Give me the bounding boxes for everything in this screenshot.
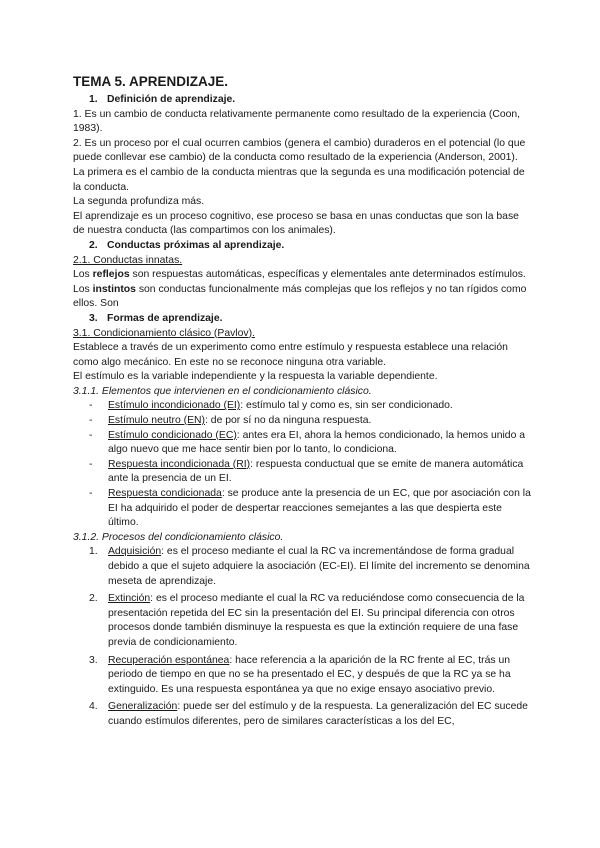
list-item [89,414,533,429]
section-3-number: 3. [89,312,98,324]
section-1-number: 1. [89,94,98,105]
instincts-text: son conductas funcionalmente más complejas que los reflejos y no tan rígidos como ellos. Son [73,283,527,310]
document-page [73,74,533,730]
process-text: : hace referencia a la aparición de la RC frente al EC, trás un periodo de tiempo en que no se ha presentado el EC, y después de que la RC ya se ha extinguido. Es una respuesta espontánea ya que no exige ensayo asociativo previo. [108,654,511,695]
section-1-heading [73,93,533,108]
element-term: Estímulo incondicionado (EI) [108,400,241,412]
process-term: Extinción [108,593,151,605]
pavlov-paragraph: Establece a través de un experimento como entre estímulo y respuesta establece una relación como algo mecánico. En este no se reconoce ninguna otra variable. [73,342,508,368]
subsection-3-1-1: 3.1.1. Elementos que intervienen en el condicionamiento clásico. [73,385,372,397]
list-item [89,399,533,414]
document-title: TEMA 5. APRENDIZAJE. [73,74,229,89]
process-text: : es el proceso mediante el cual la RC va incrementándose de forma gradual debido a que el sujeto adquiere la asociación (EC-EI). El límite del incremento se denomina meseta de aprendizaje. [108,546,530,587]
element-term: Estímulo condicionado (EC) [108,429,237,441]
reflexes-text: son respuestas automáticas, específicas y elementales ante determinados estímulos. [129,269,526,281]
processes-list [73,545,533,729]
list-item [89,700,533,729]
process-text: : es el proceso mediante el cual la RC va reduciéndose como consecuencia de la presentación repetida del EC sin la presentación del EI. Su principal diferencia con otros procesos donde también disminuye la respuesta es que la extinción requiere de una fase previa de condicionamiento. [108,593,525,648]
definition-2: 2. Es un proceso por el cual ocurren cambios (genera el cambio) duraderos en el potencial (lo que puede conllevar ese cambio) de la conducta como resultado de la experiencia (Anderson, 2001). [73,137,526,164]
process-number: 2. [89,593,98,605]
list-item [89,592,533,650]
depth-paragraph: La segunda profundiza más. [73,196,205,208]
variables-paragraph: El estímulo es la variable independiente y la respuesta la variable dependiente. [73,371,438,383]
element-text: : se produce ante la presencia de un EC, que por asociación con la EI ha adquirido el poder de despertar reacciones semejantes a las que despierta este último. [108,488,531,529]
elements-list [73,399,533,530]
instincts-paragraph [73,283,533,312]
instincts-term: instintos [92,283,136,295]
definition-1: 1. Es un cambio de conducta relativamente permanente como resultado de la experiencia (Coon, 1983). [73,108,521,135]
process-number: 4. [89,701,98,713]
section-3-heading [73,312,533,327]
process-number: 3. [89,654,98,666]
element-term: Estímulo neutro (EN) [108,415,206,427]
section-2-heading [73,239,533,254]
process-text: : puede ser del estímulo y de la respuesta. La generalización del EC sucede cuando estímulos diferentes, pero de similares características a los del EC, [108,701,528,727]
section-2-title: Conductas próximas al aprendizaje. [107,239,285,251]
element-term: Respuesta incondicionada (RI) [108,458,251,470]
cognitive-paragraph: El aprendizaje es un proceso cognitivo, ese proceso se basa en unas conductas que son la base de nuestra conducta (las compartimos con los animales). [73,210,519,237]
element-text: : antes era EI, ahora la hemos condicionado, la hemos unido a algo nuevo que me hace sentir bien por lo tanto, lo condiciona. [108,429,526,456]
element-text: : respuesta conductual que se emite de manera automática ante la presencia de un EI. [108,458,524,485]
section-1-title: Definición de aprendizaje. [107,94,236,105]
subsection-3-1-2: 3.1.2. Procesos del condicionamiento clásico. [73,531,284,543]
subsection-3-1: 3.1. Condicionamiento clásico (Pavlov). [73,327,255,339]
list-item [89,487,533,531]
process-term: Recuperación espontánea [108,654,230,666]
reflexes-paragraph [73,268,533,283]
list-item [89,545,533,589]
reflexes-pre: Los [73,269,93,281]
instincts-pre: Los [73,283,93,295]
list-item [89,654,533,698]
subsection-2-1: 2.1. Conductas innatas. [73,254,183,266]
element-text: : de por sí no da ninguna respuesta. [205,415,372,427]
section-3-title: Formas de aprendizaje. [107,312,223,324]
process-term: Adquisición [108,546,162,558]
process-term: Generalización [108,701,178,713]
section-2-number: 2. [89,239,98,251]
reflexes-term: reflejos [92,269,130,281]
list-item [89,458,533,487]
process-number: 1. [89,546,98,558]
element-term: Respuesta condicionada [108,488,222,500]
list-item [89,429,533,458]
comparison-paragraph: La primera es el cambio de la conducta mientras que la segunda es una modificación potencial de la conducta. [73,166,525,193]
element-text: : estímulo tal y como es, sin ser condicionado. [240,400,453,412]
